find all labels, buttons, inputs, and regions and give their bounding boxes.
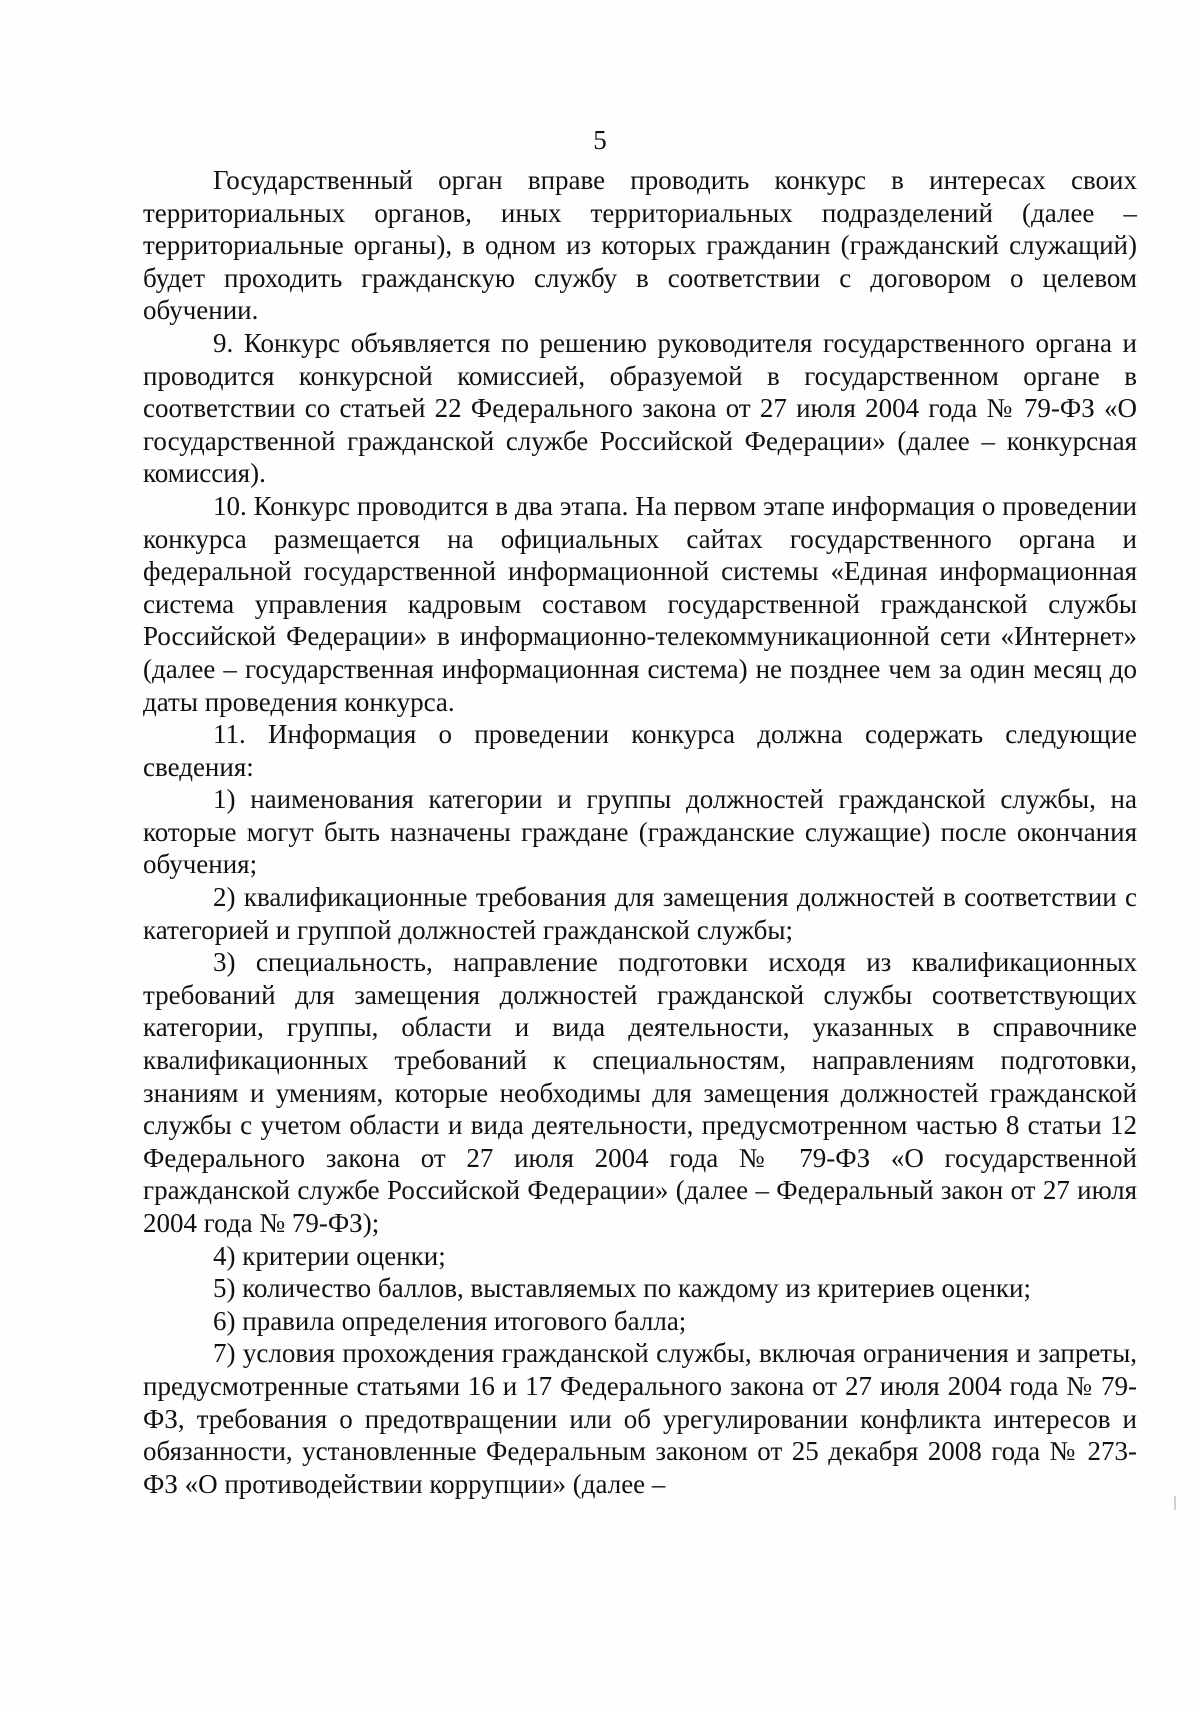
document-body — [143, 164, 1137, 1500]
list-item-5: 5) количество баллов, выставляемых по каждому из критериев оценки; — [213, 1273, 1031, 1304]
scan-edge-mark — [1174, 1496, 1176, 1510]
list-item-4: 4) критерии оценки; — [213, 1240, 446, 1271]
list-item-6: 6) правила определения итогового балла; — [213, 1305, 687, 1336]
list-item-2: 2) квалификационные требования для замещения должностей в соответствии с категорией и группой должностей гражданской службы; — [143, 882, 1137, 945]
list-item-1: 1) наименования категории и группы должностей гражданской службы, на которые могут быть назначены граждане (гражданские служащие) после окончания обучения; — [143, 784, 1137, 880]
page-number: 5 — [593, 125, 607, 155]
paragraph-10: 10. Конкурс проводится в два этапа. На первом этапе информация о проведении конкурса размещается на официальных сайтах государственного органа и федеральной государственной информационной системы «Единая информационная система управления кадровым составом государственной гражданской службы Российской Федерации» в информационно-телекоммуникационной сети «Интернет» (далее – государственная информационная система) не позднее чем за один месяц до даты проведения конкурса. — [143, 490, 1137, 717]
paragraph-9: 9. Конкурс объявляется по решению руководителя государственного органа и проводится конкурсной комиссией, образуемой в государственном органе в соответствии со статьей 22 Федерального закона от 27 июля 2004 года № 79-ФЗ «О государственной гражданской службе Российской Федерации» (далее – конкурсная комиссия). — [143, 327, 1137, 489]
list-item-7: 7) условия прохождения гражданской службы, включая ограничения и запреты, предусмотренные статьями 16 и 17 Федерального закона от 27 июля 2004 года № 79-ФЗ, требования о предотвращении или об урегулировании конфликта интересов и обязанности, установленные Федеральным законом от 25 декабря 2008 года № 273-ФЗ «О противодействии коррупции» (далее – — [143, 1338, 1137, 1499]
list-item-3: 3) специальность, направление подготовки исходя из квалификационных требований для замещения должностей гражданской службы соответствующих категории, группы, области и вида деятельности, указанных в справочнике квалификационных требований к специальностям, направлениям подготовки, знаниям и умениям, которые необходимы для замещения должностей гражданской службы с учетом области и вида деятельности, предусмотренном частью 8 статьи 12 Федерального закона от 27 июля 2004 года № 79-ФЗ «О государственной гражданской службе Российской Федерации» (далее – Федеральный закон от 27 июля 2004 года № 79-ФЗ); — [143, 947, 1137, 1238]
paragraph-11: 11. Информация о проведении конкурса должна содержать следующие сведения: — [143, 719, 1137, 782]
paragraph-territorial-organs: Государственный орган вправе проводить конкурс в интересах своих территориальных органов, иных территориальных подразделений (далее – территориальные органы), в одном из которых гражданин (гражданский служащий) будет проходить гражданскую службу в соответствии с договором о целевом обучении. — [143, 165, 1137, 326]
